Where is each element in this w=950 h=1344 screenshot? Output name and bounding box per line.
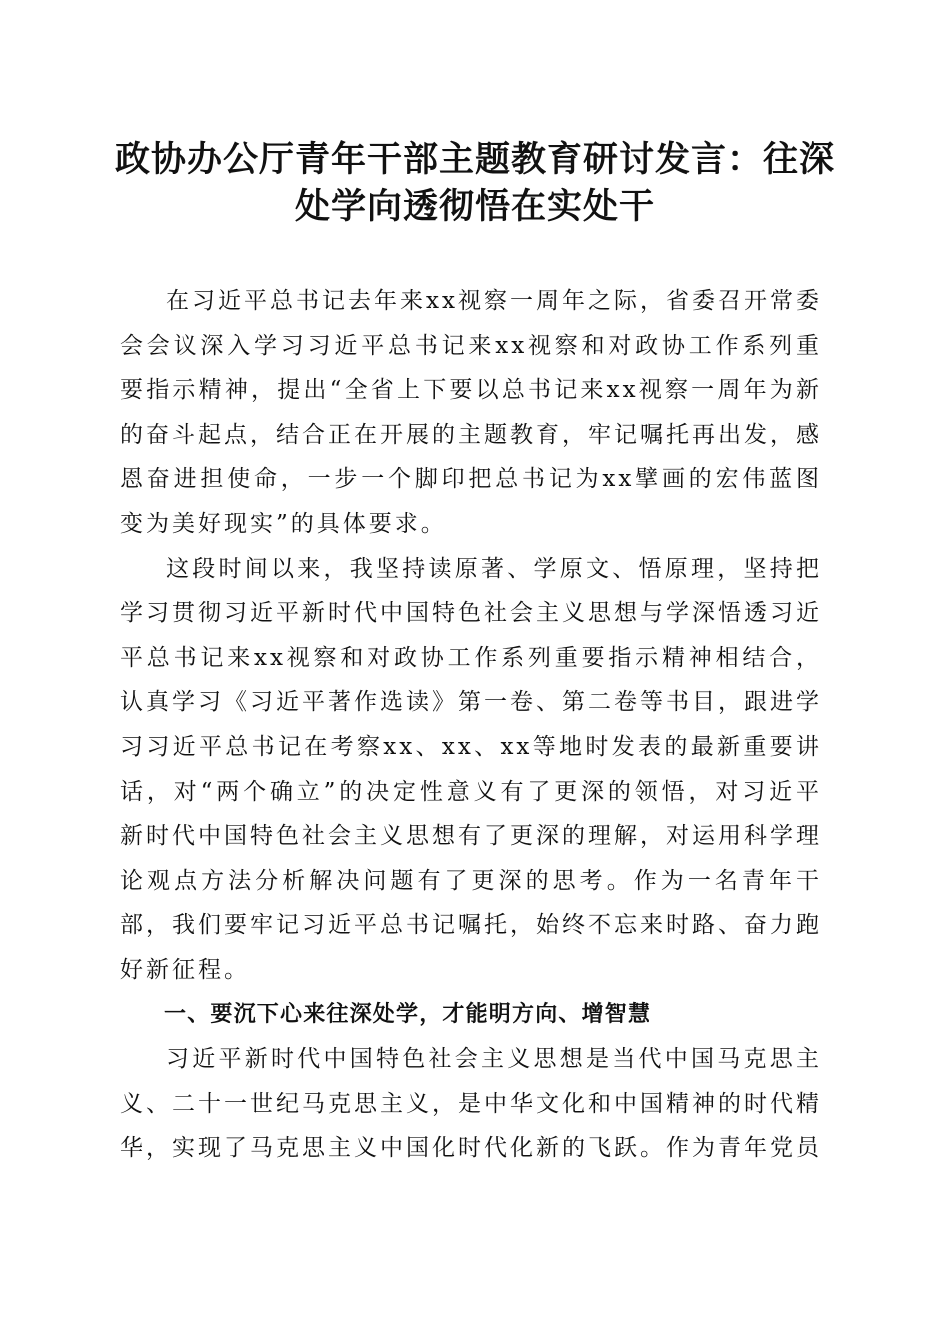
title-line-2: 处学向透彻悟在实处干: [294, 186, 655, 227]
paragraph-2: 这段时间以来，我坚持读原著、学原文、悟原理，坚持把学习贯彻习近平新时代中国特色社会主义思想与学深悟透习近平总书记来xx视察和对政协工作系列重要指示精神相结合，认真学习《习近平著作选读》第一卷、第二卷等书目，跟进学习习近平总书记在考察xx、xx、xx等地时发表的最新重要讲话，对“两个确立”的决定性意义有了更深的领悟，对习近平新时代中国特色社会主义思想有了更深的理解，对运用科学理论观点方法分析解决问题有了更深的思考。作为一名青年干部，我们要牢记习近平总书记嘱托，始终不忘来时路、奋力跑好新征程。: [120, 555, 822, 983]
document-body: [120, 279, 822, 1171]
document-title: [100, 136, 850, 230]
paragraph-3: 习近平新时代中国特色社会主义思想是当代中国马克思主义、二十一世纪马克思主义，是中华文化和中国精神的时代精华，实现了马克思主义中国化时代化新的飞跃。作为青年党员: [120, 1046, 822, 1162]
title-line-1: 政协办公厅青年干部主题教育研讨发言：往深: [114, 139, 835, 180]
paragraph-1: 在习近平总书记去年来xx视察一周年之际，省委召开常委会会议深入学习习近平总书记来xx视察和对政协工作系列重要指示精神，提出“全省上下要以总书记来xx视察一周年为新的奋斗起点，结合正在开展的主题教育，牢记嘱托再出发，感恩奋进担使命，一步一个脚印把总书记为xx擘画的宏伟蓝图变为美好现实”的具体要求。: [120, 288, 822, 537]
section-heading-1: 一、要沉下心来往深处学，才能明方向、增智慧: [164, 1001, 652, 1027]
